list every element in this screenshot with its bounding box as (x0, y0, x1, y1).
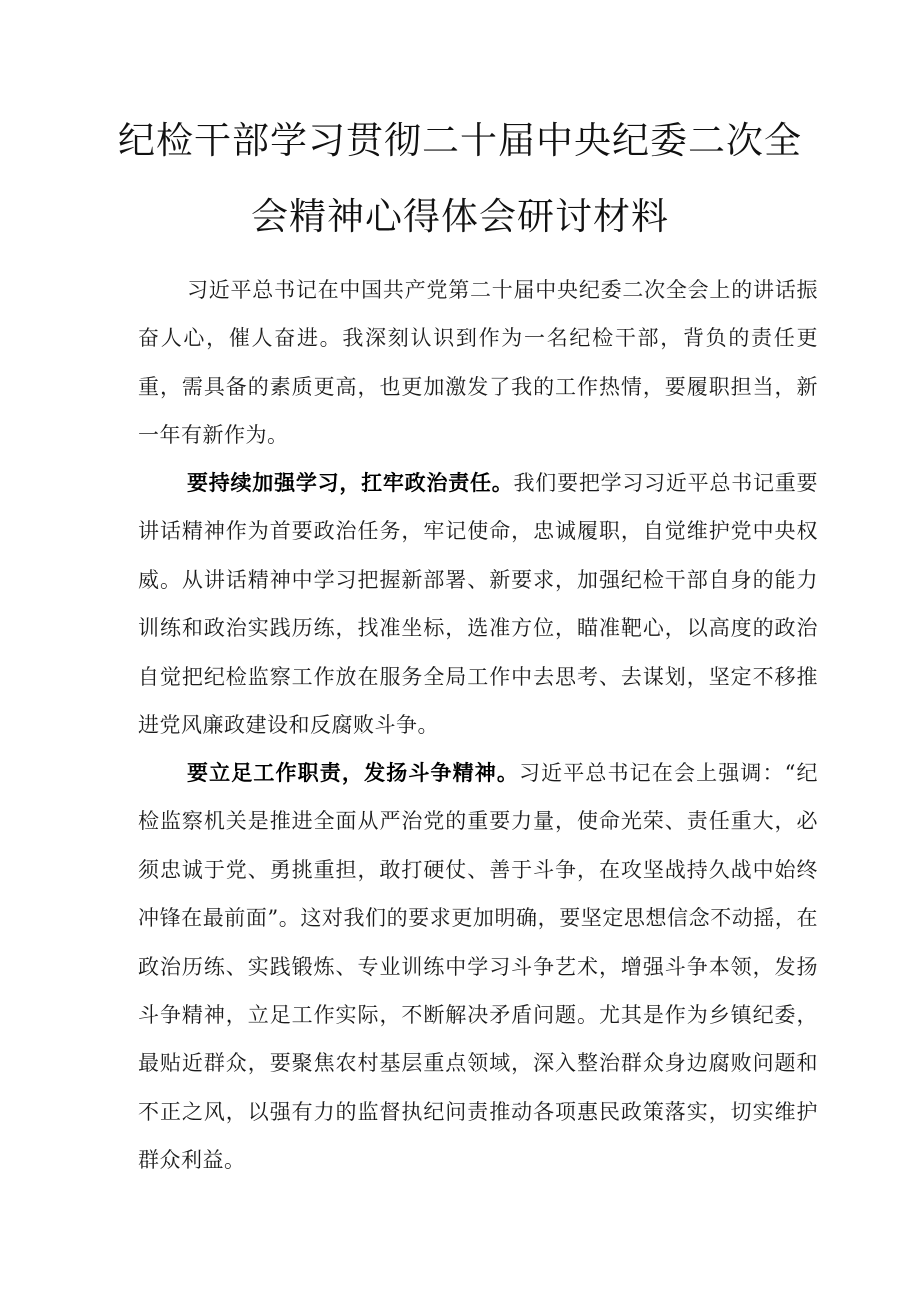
document-title-line-1: 纪检干部学习贯彻二十届中央纪委二次全 (118, 119, 802, 162)
paragraph-lead: 要持续加强学习，扛牢政治责任。 (187, 471, 514, 495)
paragraph-text: 习近平总书记在会上强调：“纪检监察机关是推进全面从严治党的重要力量，使命光荣、责任重大，必须忠诚于党、勇挑重担，敢打硬仗、善于斗争，在攻坚战持久战中始终冲锋在最前面”。这对我们的要求更加明确，要坚定思想信念不动摇，在政治历练、实践锻炼、专业训练中学习斗争艺术，增强斗争本领，发扬斗争精神，立足工作实际，不断解决矛盾问题。尤其是作为乡镇纪委，最贴近群众，要聚焦农村基层重点领域，深入整治群众身边腐败问题和不正之风，以强有力的监督执纪问责推动各项惠民政策落实，切实维护群众利益。 (138, 761, 818, 1173)
paragraph-lead: 要立足工作职责，发扬斗争精神。 (187, 761, 520, 785)
paragraph-text: 习近平总书记在中国共产党第二十届中央纪委二次全会上的讲话振奋人心，催人奋进。我深刻认识到作为一名纪检干部，背负的责任更重，需具备的素质更高，也更加激发了我的工作热情，要履职担当，新一年有新作为。 (138, 278, 818, 448)
paragraph-intro (138, 266, 818, 460)
paragraph-study (138, 459, 818, 749)
document-title-line-2: 会精神心得体会研讨材料 (251, 195, 669, 238)
paragraph-struggle (138, 749, 818, 1185)
paragraph-text: 我们要把学习习近平总书记重要讲话精神作为首要政治任务，牢记使命，忠诚履职，自觉维护党中央权威。从讲话精神中学习把握新部署、新要求，加强纪检干部自身的能力训练和政治实践历练，找准坐标，选准方位，瞄准靶心，以高度的政治自觉把纪检监察工作放在服务全局工作中去思考、去谋划，坚定不移推进党风廉政建设和反腐败斗争。 (138, 471, 819, 738)
